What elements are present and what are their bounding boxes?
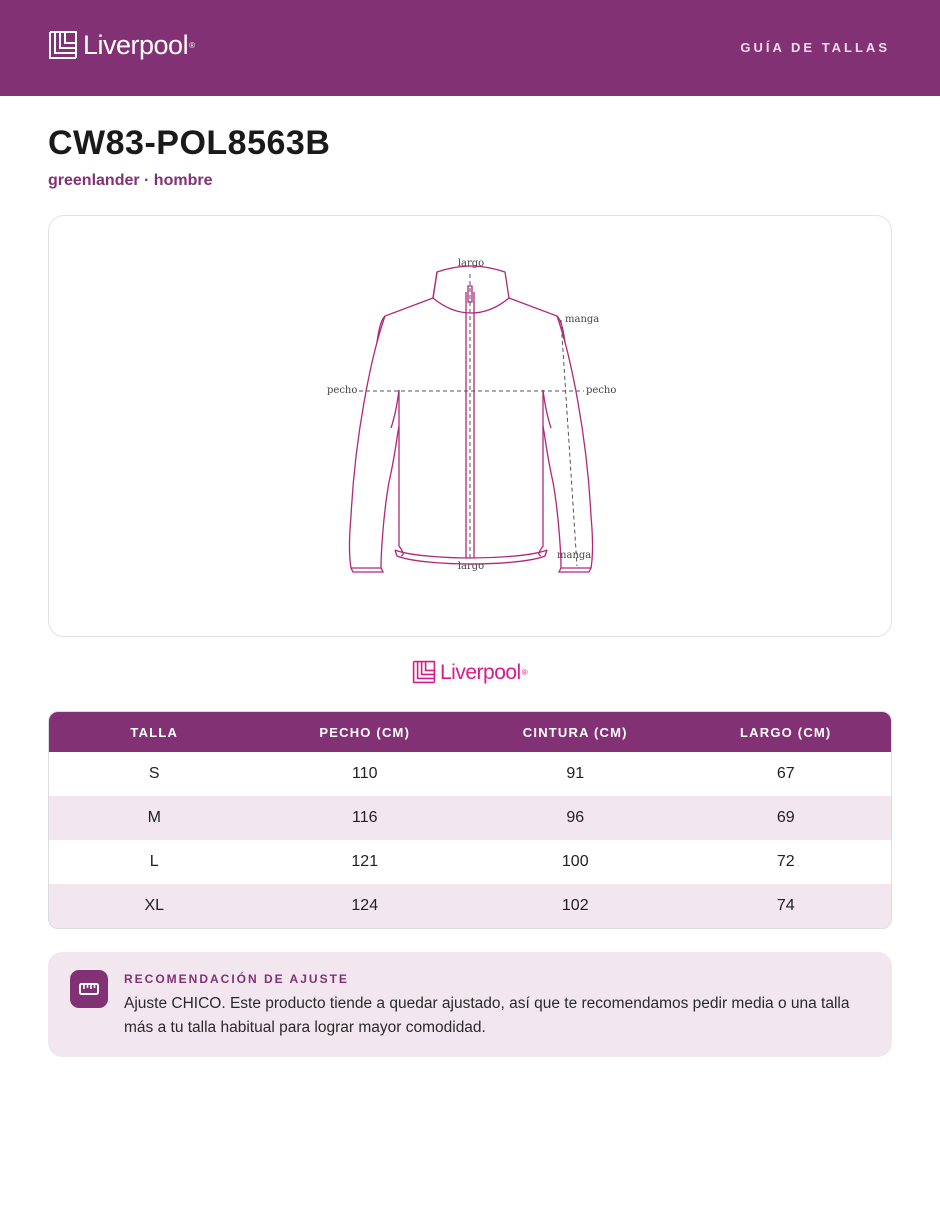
label-largo-top: largo [457,258,485,269]
table-row [49,884,891,928]
measurement-diagram-card [48,215,892,637]
cell-pecho: 121 [351,853,379,870]
header-largo: LARGO (CM) [740,724,832,740]
label-manga-bottom: manga [557,550,592,561]
cell-cintura: 91 [566,765,585,782]
jacket-outline [350,266,593,572]
jacket-diagram [49,216,893,638]
size-table [49,712,891,928]
label-pecho-left: pecho [327,385,358,396]
recommendation-title: RECOMENDACIÓN DE AJUSTE [124,972,349,986]
cell-cintura: 100 [561,853,589,870]
header-pecho: PECHO (CM) [319,724,411,740]
fit-recommendation-card [48,952,892,1057]
label-manga-top: manga [565,314,600,325]
table-row [49,796,891,840]
cell-pecho: 124 [351,897,379,914]
recommendation-text: Ajuste CHICO. Este producto tiende a quedar ajustado, así que te recomendamos pedir media o una talla más a tu talla habitual para lograr mayor comodidad. [124,995,850,1036]
label-pecho-right: pecho [586,385,617,396]
brand-name-secondary: Liverpool [440,660,521,684]
cell-talla: M [147,809,161,826]
cell-talla: S [148,765,160,782]
size-guide-label: GUÍA DE TALLAS [740,40,890,55]
table-row [49,752,891,796]
page-title: CW83-POL8563B [48,124,331,162]
cell-pecho: 116 [351,809,378,826]
cell-largo: 74 [776,897,795,914]
brand-name: Liverpool [83,29,189,60]
liverpool-logo-secondary [412,660,528,684]
cell-pecho: 110 [351,765,378,782]
cell-cintura: 96 [566,809,585,826]
cell-largo: 72 [776,853,795,870]
brand-reg-mark: ® [189,40,195,50]
cell-talla: XL [144,897,165,914]
cell-largo: 69 [776,809,795,826]
cell-cintura: 102 [561,897,589,914]
cell-largo: 67 [776,765,795,782]
liverpool-logo-icon [48,30,78,60]
liverpool-logo-icon [412,660,436,684]
label-largo-bottom: largo [457,561,485,572]
table-row [49,840,891,884]
top-header [0,0,940,96]
cell-talla: L [149,853,159,870]
ruler-icon [70,970,108,1008]
table-header-row [49,712,891,752]
product-subtitle: greenlander · hombre [48,172,213,189]
brand-reg-mark-secondary: ® [521,667,528,677]
header-talla: TALLA [130,724,179,740]
size-table-card [48,711,892,929]
liverpool-logo[interactable] [48,30,195,60]
header-cintura: CINTURA (CM) [522,724,628,740]
